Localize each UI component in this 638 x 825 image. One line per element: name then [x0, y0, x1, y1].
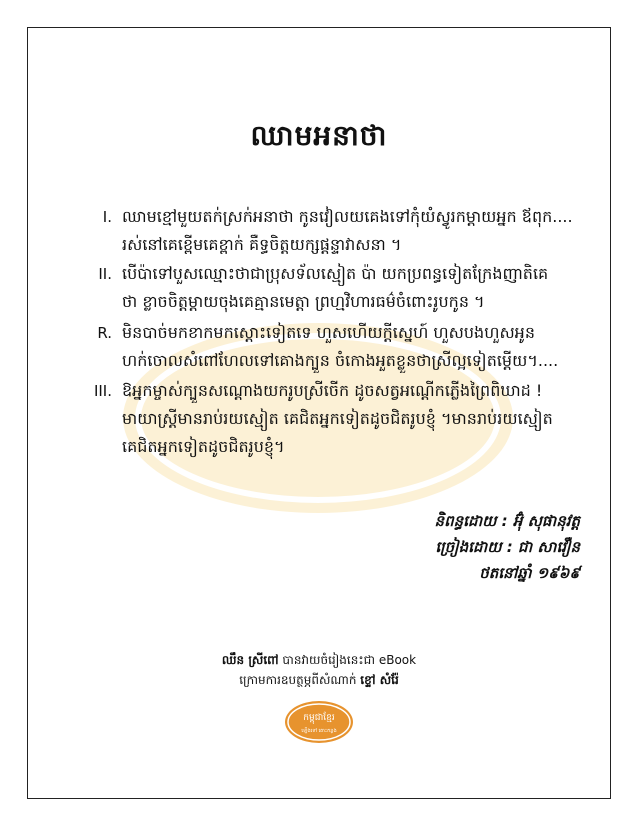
- singer-credit: ច្រៀងដោយ : ជា សាវឿន: [435, 538, 580, 556]
- verse-line: មិនបាច់មកខាកមកស្ដោះទៀតទេ ហួសហើយក្ដីស្នេហ៍ ហួសបងហួសអូន: [122, 323, 535, 342]
- verse-number: R.: [97, 324, 112, 342]
- song-title: ឈាមអនាថា: [250, 119, 388, 152]
- ebook-footer: [0, 650, 638, 690]
- sponsor-name: ខ្ទៅ សំរ៉ែ: [360, 673, 399, 687]
- verse-line: មាយាស្ត្រីមានរាប់រយស្មៀត គេជិតអ្នកទៀតដូចជិតរូបខ្ញុំ ។មានរាប់រយស្មៀត: [122, 409, 553, 428]
- verse-line: ឱអ្នកម្ចាស់ក្បួនសណ្ដោងយករូបស្រីចើក ដូចសត្វអណ្ដើកភ្លើងព្រៃពិឃាដ !: [122, 381, 543, 400]
- typist-name: ឈឹន ស្រីពៅ: [221, 653, 279, 667]
- composer-credit: និពន្ធដោយ : អ៊ុំ សុផានុវត្ត: [434, 512, 580, 530]
- logo-bottom-text: ឡើងទៅ គោះកន្លង: [301, 728, 337, 734]
- footer-line-1: [0, 650, 638, 670]
- sponsor-note: ក្រោមការឧបត្ថម្ភពីសំណាក់: [239, 673, 361, 687]
- footer-line-2: [0, 670, 638, 690]
- verse-line: រស់នៅគេខ្ពើមគេខ្ពាក់ គឺទ្ធចិត្តយក្សផ្ដន្ទាវាសនា ។: [122, 235, 402, 254]
- verse-line: ហក់ចោលសំពៅហែលទៅគោងក្បួន ចំកោងអួតខ្លួនថាស្រីល្អទៀតម្ដើយ។....: [122, 351, 559, 370]
- verse-line: បើប៉ាទៅបួសឈ្មោះថាជាប្រុសទ័លស្មៀត ប៉ា យកប្រពន្ធទៀតក្រែងញាតិគេ: [122, 264, 549, 283]
- verse-line: ថា ខ្លាចចិត្តម្ដាយចុងគេគ្មានមេត្តា ព្រហ្មវិហារធម៌ចំពោះរូបកូន ។: [122, 292, 485, 311]
- publisher-logo: [284, 700, 354, 744]
- verse-number: III.: [93, 382, 112, 400]
- logo-top-text: កម្ពុជាខ្មែរ: [303, 713, 335, 723]
- verse-number: I.: [102, 208, 112, 226]
- verse-line: ឈាមខ្មៅមួយតក់ស្រក់អនាថា កូនវៀលយគេងទៅកុំយំស្វូរកម្ដាយអ្នក ឪពុក....: [122, 207, 573, 226]
- typist-note: បានវាយចំរៀងនេះជា eBook: [278, 653, 417, 667]
- verse-number: II.: [98, 265, 112, 283]
- recording-year: ថតនៅឆ្នាំ ១៩៦៩: [479, 564, 580, 582]
- song-credits: [435, 508, 580, 586]
- verse-line: គេជិតអ្នកទៀតដូចជិតរូបខ្ញុំ។: [122, 437, 285, 456]
